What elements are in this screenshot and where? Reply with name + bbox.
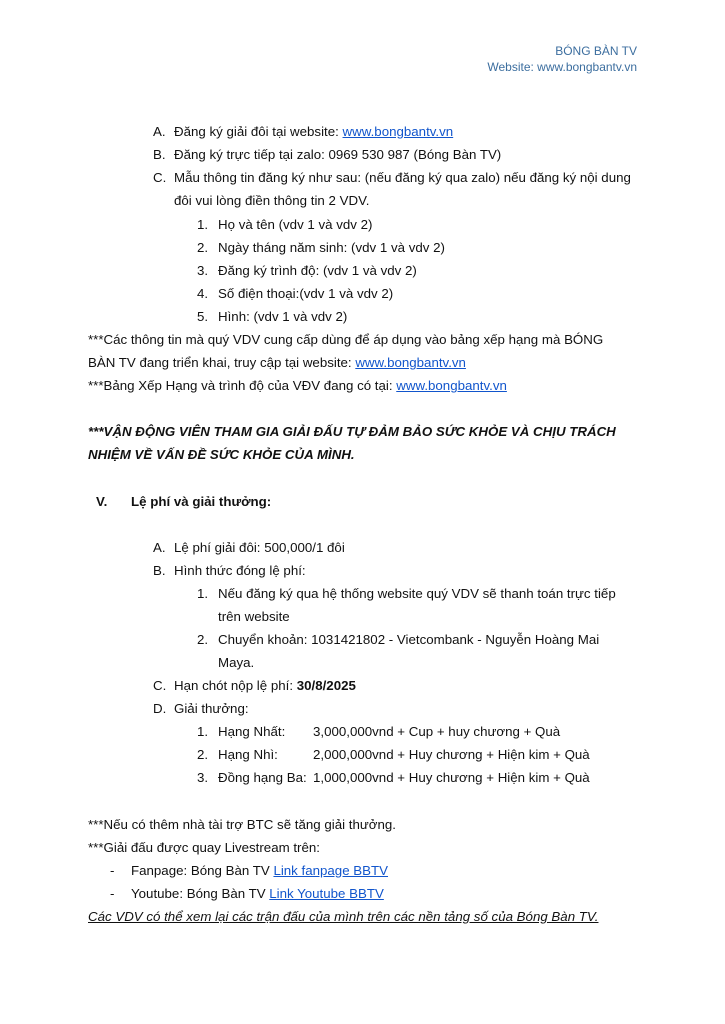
marker: B. — [153, 563, 166, 578]
registration-item-a — [174, 124, 453, 140]
level-note — [88, 378, 507, 394]
ranking-note-text: BÀN TV đang triển khai, truy cập tại website: — [88, 355, 356, 370]
field-item: Đăng ký trình độ: (vdv 1 và vdv 2) — [218, 263, 417, 278]
payment-transfer-cont: Maya. — [218, 655, 255, 670]
ranking-note: ***Các thông tin mà quý VDV cung cấp dùng để áp dụng vào bảng xếp hạng mà BÓNG — [88, 332, 604, 347]
sponsor-note: ***Nếu có thêm nhà tài trợ BTC sẽ tăng giải thưởng. — [88, 817, 396, 832]
fanpage-link[interactable]: Link fanpage BBTV — [273, 863, 389, 878]
header-brand: BÓNG BÀN TV — [555, 44, 637, 58]
field-item: Hình: (vdv 1 và vdv 2) — [218, 309, 348, 324]
marker: 2. — [197, 240, 209, 255]
marker: 5. — [197, 309, 209, 324]
marker: 1. — [197, 586, 209, 601]
ranking-note-cont — [88, 355, 466, 371]
prize-rank: Hạng Nhất: — [218, 724, 286, 739]
section-marker: V. — [96, 494, 108, 509]
website-link[interactable]: www.bongbantv.vn — [342, 124, 454, 139]
prize-rank: Đồng hạng Ba: — [218, 770, 307, 785]
marker: 1. — [197, 724, 209, 739]
deadline-date: 30/8/2025 — [296, 678, 356, 693]
registration-item-b: Đăng ký trực tiếp tại zalo: 0969 530 987 (Bóng Bàn TV) — [174, 147, 502, 162]
channel-youtube — [131, 886, 384, 902]
ranking-link[interactable]: www.bongbantv.vn — [355, 355, 466, 370]
marker: C. — [153, 170, 167, 185]
marker: A. — [153, 540, 166, 555]
marker: D. — [153, 701, 167, 716]
level-link[interactable]: www.bongbantv.vn — [396, 378, 507, 393]
health-warning: ***VẬN ĐỘNG VIÊN THAM GIA GIẢI ĐẤU TỰ ĐẢM BẢO SỨC KHỎE VÀ CHỊU TRÁCH — [88, 424, 616, 439]
fee-item: Lệ phí giải đôi: 500,000/1 đôi — [174, 540, 345, 555]
registration-a-text: Đăng ký giải đôi tại website: — [174, 124, 343, 139]
livestream-note: ***Giải đấu được quay Livestream trên: — [88, 840, 320, 855]
prize-rank: Hạng Nhì: — [218, 747, 278, 762]
payment-website: Nếu đăng ký qua hệ thống website quý VDV sẽ thanh toán trực tiếp — [218, 586, 616, 601]
channel-fanpage — [131, 863, 388, 879]
field-item: Số điện thoại:(vdv 1 và vdv 2) — [218, 286, 394, 301]
deadline-label: Hạn chót nộp lệ phí: — [174, 678, 297, 693]
closing-note: Các VDV có thể xem lại các trận đấu của mình trên các nền tảng số của Bóng Bàn TV. — [88, 909, 599, 924]
prize-reward: 2,000,000vnd + Huy chương + Hiện kim + Quà — [313, 747, 590, 762]
header-website: Website: www.bongbantv.vn — [487, 60, 637, 74]
youtube-link[interactable]: Link Youtube BBTV — [269, 886, 384, 901]
payment-method-item: Hình thức đóng lệ phí: — [174, 563, 306, 578]
field-item: Họ và tên (vdv 1 và vdv 2) — [218, 217, 373, 232]
marker: 1. — [197, 217, 209, 232]
channel-text: Youtube: Bóng Bàn TV — [131, 886, 270, 901]
bullet: - — [110, 886, 115, 901]
marker: 2. — [197, 747, 209, 762]
health-warning-cont: NHIỆM VỀ VẤN ĐỀ SỨC KHỎE CỦA MÌNH. — [88, 447, 355, 462]
marker: B. — [153, 147, 166, 162]
payment-website-cont: trên website — [218, 609, 290, 624]
prize-reward: 1,000,000vnd + Huy chương + Hiện kim + Quà — [313, 770, 590, 785]
section-title: Lệ phí và giải thưởng: — [131, 494, 272, 509]
deadline-item — [174, 678, 356, 694]
channel-text: Fanpage: Bóng Bàn TV — [131, 863, 274, 878]
field-item: Ngày tháng năm sinh: (vdv 1 và vdv 2) — [218, 240, 445, 255]
prizes-heading: Giải thưởng: — [174, 701, 249, 716]
marker: 2. — [197, 632, 209, 647]
marker: 4. — [197, 286, 209, 301]
payment-transfer: Chuyển khoản: 1031421802 - Vietcombank - Nguyễn Hoàng Mai — [218, 632, 600, 647]
marker: A. — [153, 124, 166, 139]
registration-item-c: Mẫu thông tin đăng ký như sau: (nếu đăng ký qua zalo) nếu đăng ký nội dung — [174, 170, 631, 185]
marker: 3. — [197, 770, 209, 785]
marker: 3. — [197, 263, 209, 278]
bullet: - — [110, 863, 115, 878]
marker: C. — [153, 678, 167, 693]
prize-reward: 3,000,000vnd + Cup + huy chương + Quà — [313, 724, 561, 739]
level-note-text: ***Bảng Xếp Hạng và trình độ của VĐV đang có tại: — [88, 378, 397, 393]
registration-item-c-cont: đôi vui lòng điền thông tin 2 VDV. — [174, 193, 370, 208]
